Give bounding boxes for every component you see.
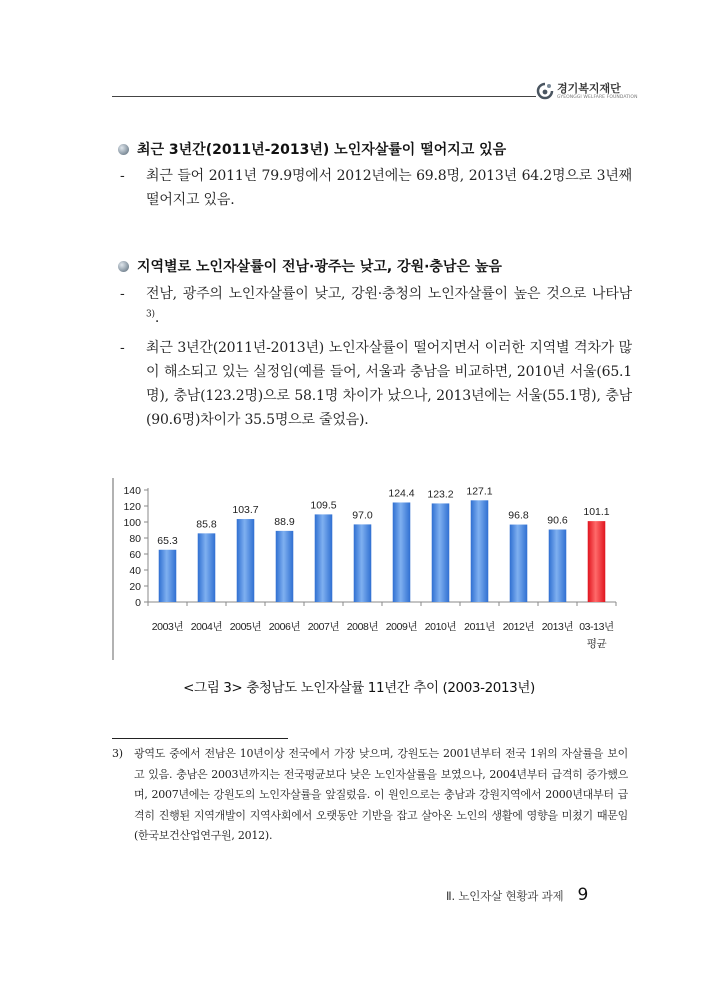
data-label: 101.1 xyxy=(583,506,610,519)
data-label: 109.5 xyxy=(310,499,337,512)
bar xyxy=(198,533,216,602)
data-label: 65.3 xyxy=(157,534,178,547)
bar xyxy=(315,514,333,602)
paragraph xyxy=(120,282,632,330)
x-category-label: 2013년 xyxy=(541,621,574,633)
paragraph xyxy=(120,164,632,212)
bar xyxy=(237,519,255,602)
page-footer xyxy=(446,885,588,905)
data-label: 96.8 xyxy=(508,509,529,522)
section-title-text: 최근 3년간(2011년-2013년) 노인자살률이 떨어지고 있음 xyxy=(137,142,507,158)
data-label: 85.8 xyxy=(196,518,217,531)
x-category-label: 2005년 xyxy=(229,621,262,633)
x-category-label: 2008년 xyxy=(346,621,379,633)
data-label: 124.4 xyxy=(388,487,415,500)
x-category-label: 2004년 xyxy=(190,621,223,633)
y-tick-label: 80 xyxy=(129,533,141,545)
footnote-mark: 3) xyxy=(112,747,123,760)
paragraph-body xyxy=(146,282,632,330)
y-tick-label: 100 xyxy=(123,517,141,529)
data-label: 123.2 xyxy=(427,488,454,501)
bar xyxy=(471,500,489,602)
x-category-label: 2003년 xyxy=(151,621,184,633)
x-category-label: 2011년 xyxy=(464,621,495,633)
x-category-label: 2009년 xyxy=(385,621,418,633)
footnote-text: 광역도 중에서 전남은 10년이상 전국에서 가장 낮으며, 강원도는 2001년부터 전국 1위의 자살률을 보이고 있음. 충남은 2003년까지는 전국평균보다 낮은 노인자살률을 보였으나, 2004년부터 급격히 증가했으며, 2007년에는 강원도의 노인자살률을 앞질렀음. 이 원인으로는 충남과 강원지역에서 2000년대부터 급격히 진행된 지역개발이 지역사회에서 오랫동안 기반을 잡고 살아온 노인의 생활에 영향을 미쳤기 때문임(한국보건산업연구원, 2012). xyxy=(134,747,628,842)
paragraph-text: 전남, 광주의 노인자살률이 낮고, 강원·충청의 노인자살률이 높은 것으로 나타남 xyxy=(146,286,632,302)
header-rule xyxy=(112,96,536,97)
bullet-icon xyxy=(118,261,129,272)
org-subtitle: GYEONGGI WELFARE FOUNDATION xyxy=(557,94,638,100)
paragraph-text: 최근 들어 2011년 79.9명에서 2012년에는 69.8명, 2013년 64.2명으로 3년째 떨어지고 있음. xyxy=(146,168,632,208)
bar xyxy=(588,521,606,602)
y-tick-label: 120 xyxy=(123,501,141,513)
dash-marker: - xyxy=(120,168,125,184)
y-tick-label: 0 xyxy=(135,597,141,609)
x-category-label: 03-13년 xyxy=(579,621,614,633)
chart-canvas xyxy=(112,478,632,663)
section-title-text: 지역별로 노인자살률이 전남·광주는 낮고, 강원·충남은 높음 xyxy=(137,259,502,275)
data-label: 90.6 xyxy=(547,514,568,527)
x-category-label: 평균 xyxy=(586,638,607,650)
data-label: 103.7 xyxy=(232,504,259,517)
data-label: 88.9 xyxy=(274,515,295,528)
data-label: 97.0 xyxy=(352,509,373,522)
bar xyxy=(393,502,411,602)
figure-caption: <그림 3> 충청남도 노인자살률 11년간 추이 (2003-2013년) xyxy=(183,680,535,696)
logo-swirl-icon xyxy=(536,82,554,100)
x-category-label: 2007년 xyxy=(307,621,340,633)
bar-chart xyxy=(112,478,632,663)
footnote-rule xyxy=(112,738,288,739)
footnote xyxy=(112,744,628,847)
y-tick-label: 60 xyxy=(129,549,141,561)
dash-marker: - xyxy=(120,286,125,302)
y-tick-label: 40 xyxy=(129,565,141,577)
bar xyxy=(549,530,567,602)
paragraph-text: 최근 3년간(2011년-2013년) 노인자살률이 떨어지면서 이러한 지역별 격차가 많이 해소되고 있는 실정임(예를 들어, 서울과 충남을 비교하면, 2010년 서울(65.1명), 충남(123.2명)으로 58.1명 차이가 났으나, 2013년에는 서울(55.1명), 충남(90.6명)차이가 35.5명으로 줄었음). xyxy=(146,340,632,428)
section-title-2 xyxy=(118,256,502,276)
org-logo xyxy=(536,82,638,100)
bar xyxy=(510,525,528,602)
dash-marker: - xyxy=(120,340,125,356)
org-name: 경기복지재단 xyxy=(557,81,621,95)
bar xyxy=(354,524,372,602)
x-category-label: 2010년 xyxy=(424,621,457,633)
y-tick-label: 140 xyxy=(123,485,141,497)
y-tick-label: 20 xyxy=(129,581,141,593)
footnote-ref[interactable]: 3) xyxy=(146,309,155,320)
bar xyxy=(276,531,294,602)
bar xyxy=(432,503,450,602)
page-number: 9 xyxy=(577,885,589,905)
data-label: 127.1 xyxy=(466,485,493,498)
paragraph-end: . xyxy=(154,310,160,326)
section-title-1 xyxy=(118,139,506,159)
x-category-label: 2006년 xyxy=(268,621,301,633)
x-category-label: 2012년 xyxy=(502,621,535,633)
paragraph xyxy=(120,336,632,432)
bar xyxy=(159,550,177,602)
bullet-icon xyxy=(118,144,129,155)
chapter-label: Ⅱ. 노인자살 현황과 과제 xyxy=(446,889,564,903)
